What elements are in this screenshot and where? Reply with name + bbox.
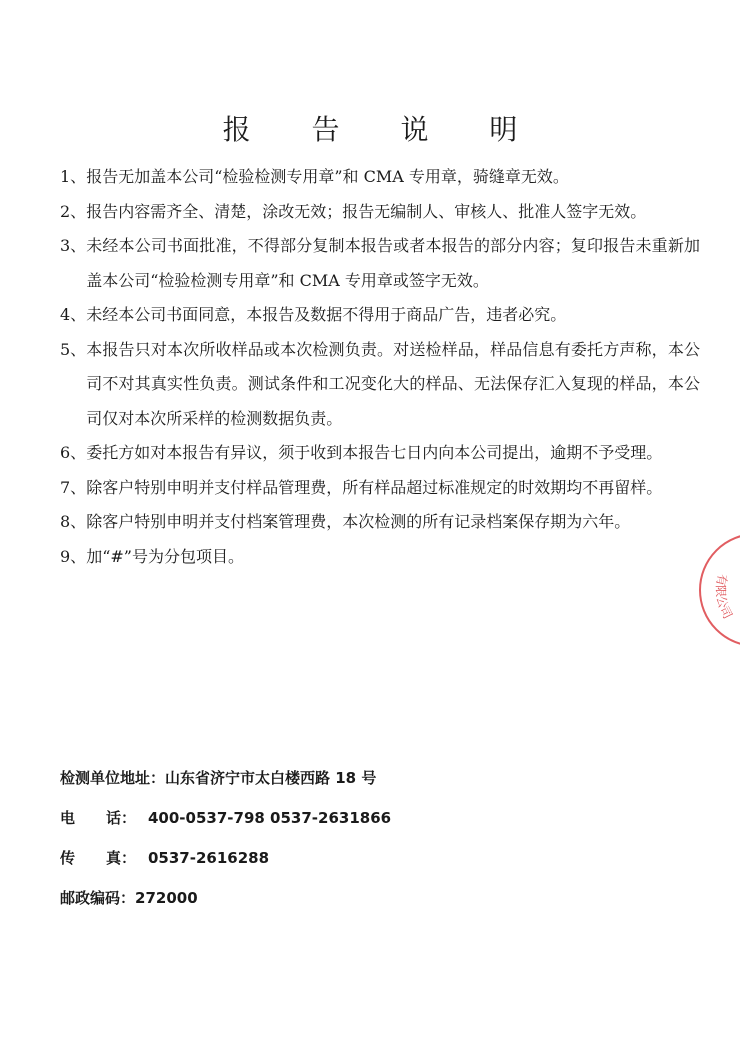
contact-block [60,766,680,926]
item-text: 报告内容需齐全、清楚，涂改无效；报告无编制人、审核人、批准人签字无效。 [86,201,647,221]
item-text: 未经本公司书面同意，本报告及数据不得用于商品广告，违者必究。 [86,305,567,324]
item-number: 4、 [60,305,87,324]
fax-row [60,846,680,886]
item-number: 7、 [60,477,87,497]
item-text: 除客户特别申明并支付档案管理费，本次检测的所有记录档案保存期为六年。 [86,512,631,531]
statement-item-8 [60,505,700,540]
page-title: 报 告 说 明 [222,113,544,146]
item-number: 5、 [60,339,87,359]
item-number: 1、 [60,167,87,186]
item-text: 报告无加盖本公司“检验检测专用章”和 CMA 专用章，骑缝章无效。 [86,167,569,186]
phone-row [60,806,680,846]
item-number: 8、 [60,512,87,531]
postcode-row [60,886,680,926]
phone-value: 400-0537-798 0537-2631866 [148,809,392,827]
fax-label-char-1: 传 [60,849,76,867]
statement-item-2 [60,195,700,230]
address-row [60,766,680,806]
postcode-label: 邮政编码： [60,889,136,907]
phone-label [60,806,148,830]
fax-value: 0537-2616288 [148,849,270,867]
fax-label-char-2: 真： [106,849,137,867]
item-text: 除客户特别申明并支付样品管理费，所有样品超过标准规定的时效期均不再留样。 [86,477,663,497]
item-number: 2、 [60,201,87,221]
fax-label [60,846,148,870]
statement-item-1 [60,160,700,195]
statement-item-6 [60,436,700,471]
statement-item-3 [60,229,700,298]
address-label: 检测单位地址： [60,769,166,787]
phone-label-char-1: 电 [60,809,76,827]
item-number: 9、 [60,546,87,566]
postcode-value: 272000 [135,889,198,907]
item-text: 加“#”号为分包项目。 [86,546,244,566]
statement-item-9 [60,540,700,575]
seal-text-path: 有限公司 [713,572,735,622]
statement-item-5 [60,333,700,437]
phone-label-char-2: 话： [106,809,137,827]
item-text: 本报告只对本次所收样品或本次检测负责。对送检样品，样品信息有委托方声称，本公司不对其真实性负责。测试条件和工况变化大的样品、无法保存汇入复现的样品，本公司仅对本次所采样的检测数据负责。 [86,339,700,428]
item-number: 6、 [60,443,87,462]
statement-item-7 [60,471,700,506]
item-number: 3、 [60,236,87,255]
statement-list [60,160,700,574]
item-text: 委托方如对本报告有异议，须于收到本报告七日内向本公司提出，逾期不予受理。 [86,443,663,462]
company-seal-stamp [694,530,740,650]
statement-item-4 [60,298,700,333]
item-text: 未经本公司书面批准，不得部分复制本报告或者本报告的部分内容；复印报告未重新加盖本公司“检验检测专用章”和 CMA 专用章或签字无效。 [86,236,700,290]
address-value: 山东省济宁市太白楼西路 18 号 [165,769,377,787]
seal-text [713,573,734,621]
